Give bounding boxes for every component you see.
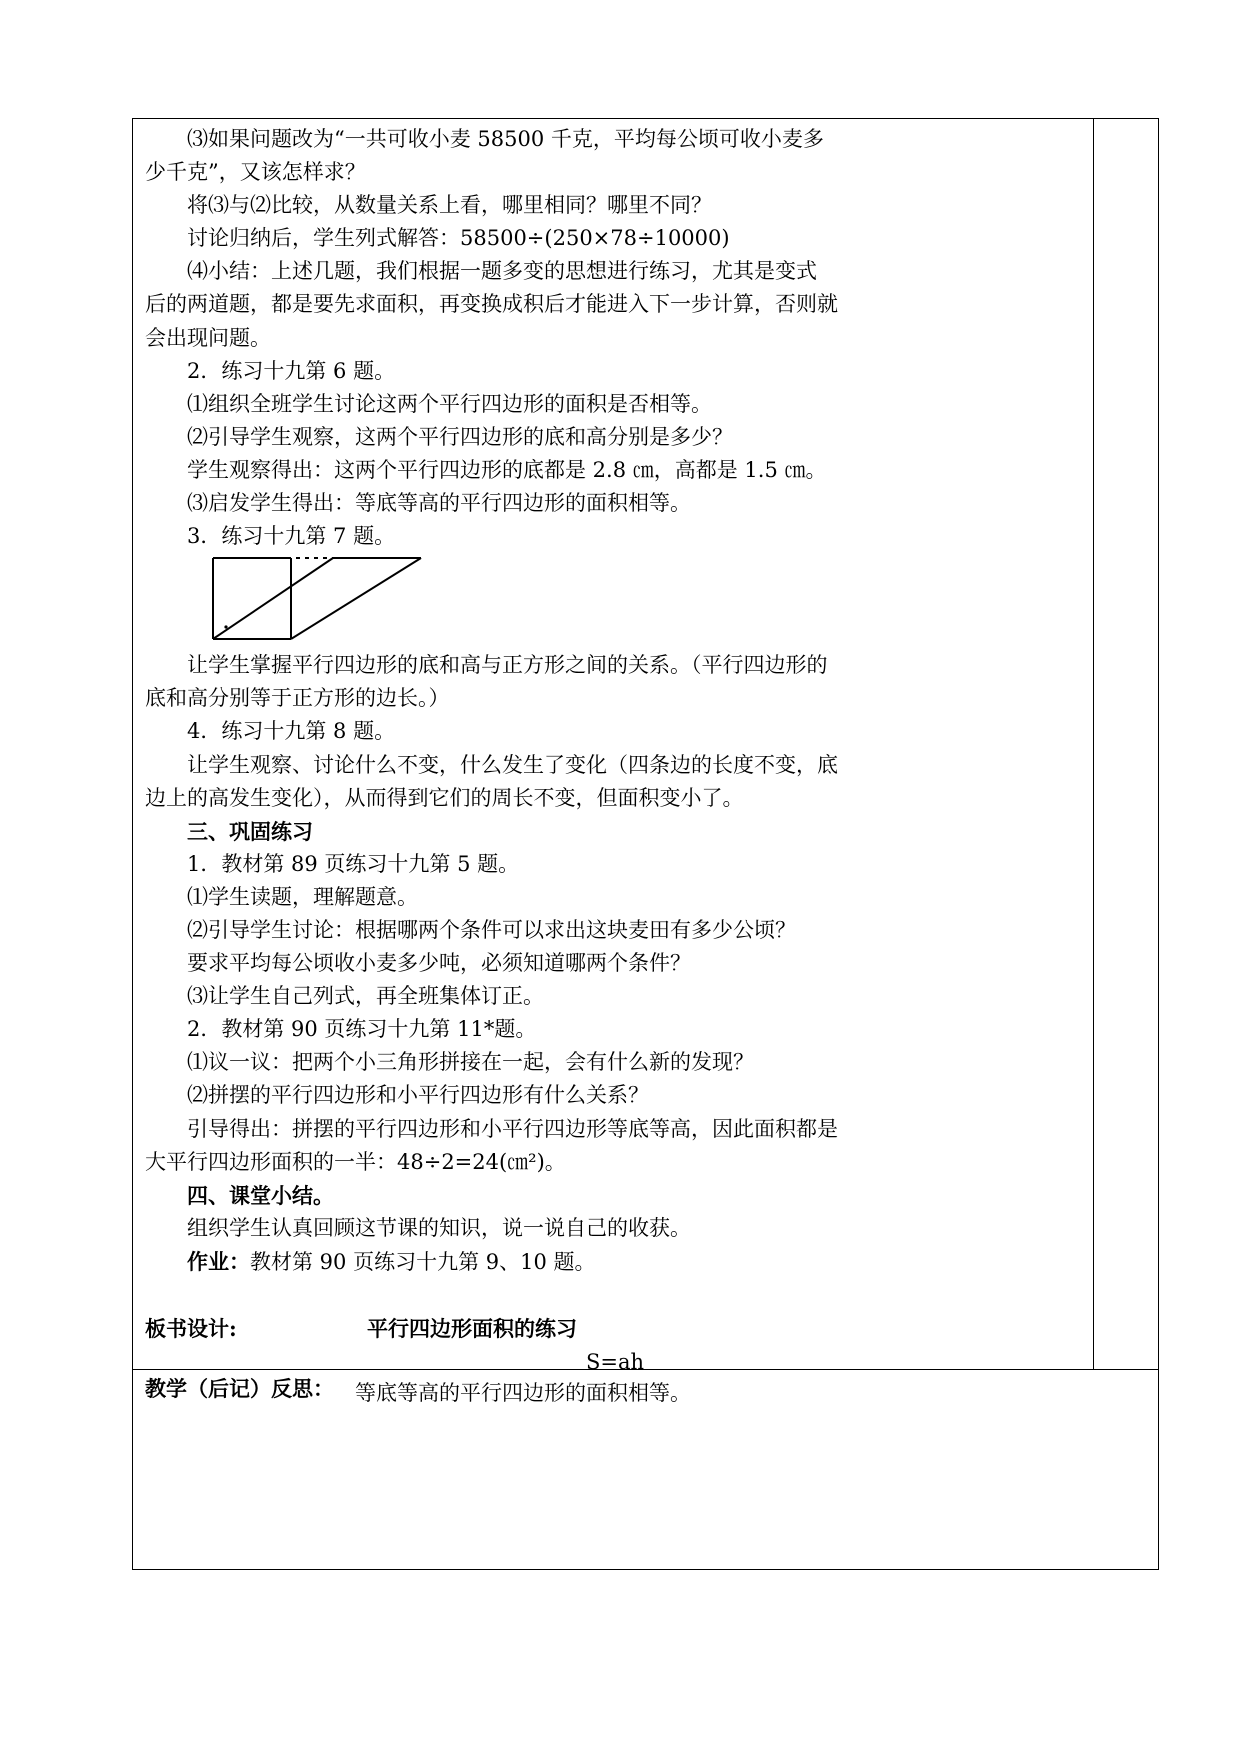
homework-line — [145, 1245, 1085, 1278]
text-line: ⑶如果问题改为“一共可收小麦 58500 千克，平均每公顷可收小麦多 — [187, 127, 824, 151]
text-line: 边上的高发生变化），从而得到它们的周长不变，但面积变小了。 — [145, 785, 744, 810]
text-line: ⑵引导学生讨论：根据哪两个条件可以求出这块麦田有多少公顷？ — [187, 917, 796, 942]
text-line: 要求平均每公顷收小麦多少吨，必须知道哪两个条件？ — [187, 951, 691, 976]
figure-slant-side — [291, 558, 421, 639]
text-line: 1．教材第 89 页练习十九第 5 题。 — [187, 851, 520, 876]
text-line: 组织学生认真回顾这节课的知识，说一说自己的收获。 — [187, 1215, 691, 1240]
board-design — [145, 1311, 1085, 1347]
text-line: ⑴组织全班学生讨论这两个平行四边形的面积是否相等。 — [187, 391, 712, 416]
text-line: 将⑶与⑵比较，从数量关系上看，哪里相同？哪里不同？ — [187, 193, 712, 218]
text-line: ⑷小结：上述几题，我们根据一题多变的思想进行练习，尤其是变式 — [187, 259, 817, 284]
board-conclusion: 等底等高的平行四边形的面积相等。 — [355, 1381, 691, 1406]
text-line: 底和高分别等于正方形的边长。） — [145, 686, 450, 711]
text-line: ⑶启发学生得出：等底等高的平行四边形的面积相等。 — [187, 491, 691, 516]
text-line: ⑴学生读题，理解题意。 — [187, 884, 418, 909]
section-heading: 三、巩固练习 — [187, 818, 313, 844]
text-line: 后的两道题，都是要先求面积，再变换成积后才能进入下一步计算，否则就 — [145, 292, 838, 317]
column-divider — [1093, 119, 1094, 1369]
text-line: 学生观察得出：这两个平行四边形的底都是 2.8 ㎝，高都是 1.5 ㎝。 — [187, 457, 827, 482]
text-line: ⑵引导学生观察，这两个平行四边形的底和高分别是多少？ — [187, 424, 733, 449]
text-line: 大平行四边形面积的一半：48÷2=24(㎝²)。 — [145, 1149, 566, 1174]
text-line: 3．练习十九第 7 题。 — [187, 524, 396, 549]
homework-text: 教材第 90 页练习十九第 9、10 题。 — [250, 1249, 596, 1274]
board-label: 板书设计: — [145, 1316, 237, 1342]
text-line: 少千克”，又该怎样求？ — [145, 160, 366, 185]
text-line: ⑶让学生自己列式，再全班集体订正。 — [187, 984, 544, 1009]
text-line: 2．练习十九第 6 题。 — [187, 358, 396, 383]
text-line: 引导得出：拼摆的平行四边形和小平行四边形等底等高，因此面积都是 — [187, 1116, 838, 1141]
lesson-content — [145, 123, 1085, 1410]
text-line: 4．练习十九第 8 题。 — [187, 719, 396, 744]
square-parallelogram-figure — [145, 553, 1085, 649]
board-title: 平行四边形面积的练习 — [367, 1316, 577, 1342]
section-heading: 四、课堂小结。 — [187, 1182, 334, 1208]
text-line: 2．教材第 90 页练习十九第 11*题。 — [187, 1017, 537, 1042]
board-formula: S=ah — [585, 1350, 645, 1375]
lesson-table — [132, 118, 1159, 1570]
figure-diagonal — [213, 558, 333, 639]
text-line: 讨论归纳后，学生列式解答：58500÷(250×78÷10000) — [187, 226, 730, 251]
text-line: 会出现问题。 — [145, 325, 271, 350]
text-line: 让学生观察、讨论什么不变，什么发生了变化（四条边的长度不变，底 — [187, 752, 838, 777]
text-line: ⑴议一议：把两个小三角形拼接在一起，会有什么新的发现？ — [187, 1050, 754, 1075]
text-line: ⑵拼摆的平行四边形和小平行四边形有什么关系？ — [187, 1083, 649, 1108]
reflection-label: 教学（后记）反思： — [145, 1376, 334, 1401]
text-line: 让学生掌握平行四边形的底和高与正方形之间的关系。（平行四边形的 — [187, 653, 828, 678]
homework-label: 作业： — [187, 1248, 250, 1274]
